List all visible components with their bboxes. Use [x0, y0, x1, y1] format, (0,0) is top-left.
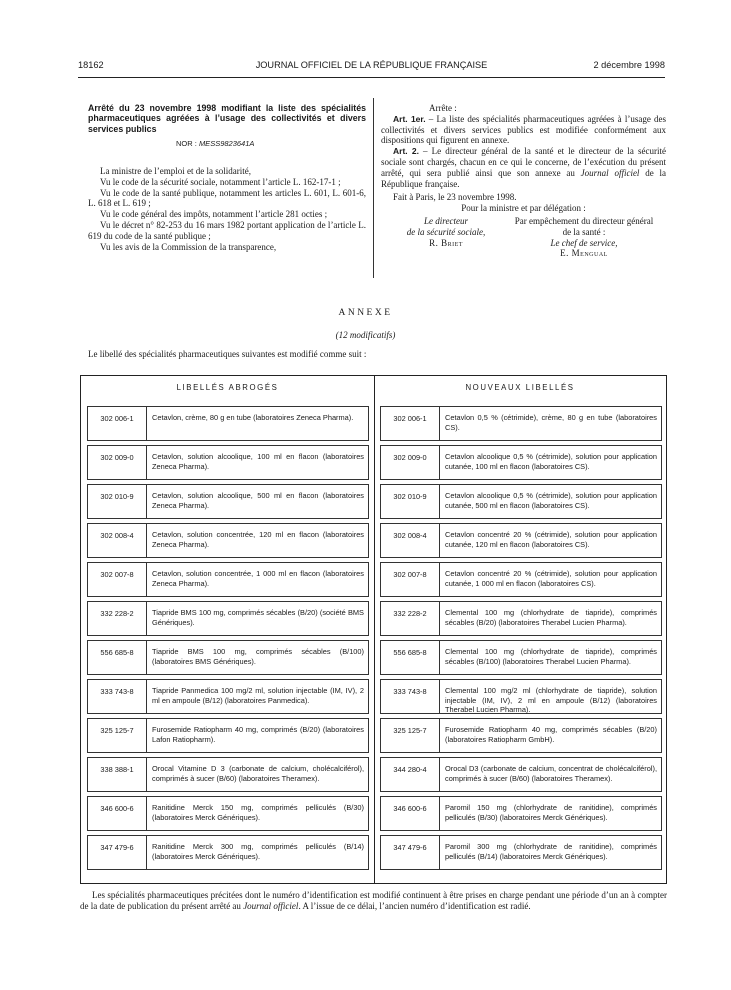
page-header: [78, 60, 665, 74]
annexe-title: ANNEXE: [338, 308, 393, 318]
old-entry-cell: [87, 718, 369, 753]
old-code: 347 479-6: [100, 843, 134, 852]
new-label: Cetavlon alcoolique 0,5 % (cétrimide), solution pour application cutanée, 500 ml en flacon (laboratoires CS).: [445, 491, 657, 510]
new-entry-cell: [380, 562, 662, 597]
page-number: 18162: [78, 60, 104, 70]
old-code: 302 009-0: [100, 453, 134, 462]
cell-divider: [146, 407, 147, 440]
old-label: Cetavlon, solution alcoolique, 500 ml en flacon (laboratoires Zeneca Pharma).: [152, 491, 364, 510]
closing-text-1: Les spécialités pharmaceutiques précitées dont le numéro d’identification est modifié continuent à être prises en charge pendant une période d’un an à compter de la date de publication du présent arrêté au: [80, 890, 667, 911]
new-label: Paromil 150 mg (chlorhydrate de ranitidine), comprimés pelliculés (B/30) (laboratoires Merck Génériques).: [445, 803, 657, 822]
old-label: Ranitidine Merck 150 mg, comprimés pelliculés (B/30) (laboratoires Merck Génériques).: [152, 803, 364, 822]
new-entry-cell: [380, 601, 662, 636]
old-entry-cell: [87, 835, 369, 870]
new-entry-cell: [380, 835, 662, 870]
old-code: 332 228-2: [100, 609, 134, 618]
old-label: Tiapride BMS 100 mg, comprimés sécables (B/20) (société BMS Génériques).: [152, 608, 364, 627]
old-label: Cetavlon, solution concentrée, 120 ml en flacon (laboratoires Zeneca Pharma).: [152, 530, 364, 549]
visa-line: Vu le code de la santé publique, notamment les articles L. 601, L. 601-6, L. 618 et L. 619 ;: [88, 187, 366, 209]
closing-text-2: . A l’issue de ce délai, l’ancien numéro d’identification est radié.: [298, 900, 531, 911]
cell-divider: [439, 758, 440, 791]
cell-divider: [439, 602, 440, 635]
new-label: Cetavlon concentré 20 % (cétrimide), solution pour application cutanée, 1 000 ml en flacon (laboratoires CS).: [445, 569, 657, 588]
new-label: Orocal D3 (carbonate de calcium, concentrat de cholécalciférol), comprimés à sucer (B/60) (laboratoires Theramex).: [445, 764, 657, 783]
cell-divider: [146, 680, 147, 713]
header-rule: [78, 77, 665, 78]
new-code: 332 228-2: [393, 609, 427, 618]
new-code: 302 006-1: [393, 414, 427, 423]
old-code: 556 685-8: [100, 648, 134, 657]
new-entry-cell: [380, 718, 662, 753]
cell-divider: [439, 836, 440, 869]
fait-a-paris: Fait à Paris, le 23 novembre 1998.: [393, 192, 517, 203]
new-code: 302 007-8: [393, 570, 427, 579]
table-center-divider: [374, 376, 375, 883]
old-entry-cell: [87, 406, 369, 441]
cell-divider: [146, 758, 147, 791]
cell-divider: [439, 641, 440, 674]
old-entry-cell: [87, 523, 369, 558]
cell-divider: [146, 524, 147, 557]
sig-right-title2: de la santé :: [562, 226, 606, 237]
old-label: Furosemide Ratiopharm 40 mg, comprimés (B/20) (laboratoires Lafon Ratiopharm).: [152, 725, 364, 744]
new-entry-cell: [380, 757, 662, 792]
old-code: 338 388-1: [100, 765, 134, 774]
cell-divider: [439, 719, 440, 752]
old-label: Tiapride BMS 100 mg, comprimés sécables (B/100) (laboratoires BMS Génériques).: [152, 647, 364, 666]
old-entry-cell: [87, 796, 369, 831]
sig-right-title: Par empêchement du directeur général: [514, 215, 654, 226]
journal-title: JOURNAL OFFICIEL DE LA RÉPUBLIQUE FRANÇAISE: [255, 60, 488, 70]
issue-date: 2 décembre 1998: [593, 60, 665, 70]
new-entry-cell: [380, 523, 662, 558]
cell-divider: [146, 446, 147, 479]
old-code: 302 008-4: [100, 531, 134, 540]
cell-divider: [146, 641, 147, 674]
cell-divider: [439, 485, 440, 518]
annexe-intro: Le libellé des spécialités pharmaceutiques suivantes est modifié comme suit :: [88, 349, 367, 359]
visa-line: Vu le code général des impôts, notamment l’article 281 octies ;: [100, 209, 328, 220]
old-entry-cell: [87, 562, 369, 597]
old-code: 325 125-7: [100, 726, 134, 735]
old-entry-cell: [87, 484, 369, 519]
cell-divider: [439, 680, 440, 713]
decree-title: Arrêté du 23 novembre 1998 modifiant la liste des spécialités pharmaceutiques agréées à l’usage des collectivités et divers services publics: [88, 103, 366, 134]
old-entry-cell: [87, 679, 369, 714]
signature-right: [499, 216, 669, 259]
cell-divider: [146, 485, 147, 518]
article-1-label: Art. 1er.: [393, 113, 426, 124]
minister-line: La ministre de l’emploi et de la solidarité,: [100, 166, 251, 177]
cell-divider: [146, 563, 147, 596]
new-code: 556 685-8: [393, 648, 427, 657]
old-code: 333 743-8: [100, 687, 134, 696]
new-label: Paromil 300 mg (chlorhydrate de ranitidine), comprimés pelliculés (B/14) (laboratoires Merck Génériques).: [445, 842, 657, 861]
article-2: [381, 146, 666, 189]
arrete-heading: Arrête :: [429, 103, 457, 113]
old-label: Orocal Vitamine D 3 (carbonate de calcium, cholécalciférol), comprimés à sucer (B/60) (laboratoires Theramex).: [152, 764, 364, 783]
sig-right-name: E. Mengual: [560, 248, 608, 259]
new-entry-cell: [380, 640, 662, 675]
closing-jo: Journal officiel: [243, 900, 299, 911]
nor-label: NOR :: [176, 139, 197, 149]
new-label: Clemental 100 mg (chlorhydrate de tiapride), comprimés sécables (B/100) (laboratoires Therabel Lucien Pharma).: [445, 647, 657, 666]
journal-officiel-ref: Journal officiel: [580, 167, 640, 178]
new-code: 302 010-9: [393, 492, 427, 501]
old-code: 302 010-9: [100, 492, 134, 501]
article-2-label: Art. 2.: [393, 146, 419, 157]
cell-divider: [146, 797, 147, 830]
old-entry-cell: [87, 640, 369, 675]
old-label: Cetavlon, solution concentrée, 1 000 ml en flacon (laboratoires Zeneca Pharma).: [152, 569, 364, 588]
new-entry-cell: [380, 796, 662, 831]
cell-divider: [146, 836, 147, 869]
signature-left: [381, 216, 511, 248]
cell-divider: [439, 524, 440, 557]
old-code: 302 007-8: [100, 570, 134, 579]
annexe-subtitle: (12 modificatifs): [335, 330, 396, 340]
new-label: Cetavlon concentré 20 % (cétrimide), solution pour application cutanée, 120 ml en flacon (laboratoires CS).: [445, 530, 657, 549]
sig-left-title: Le directeur: [424, 215, 468, 226]
new-entry-cell: [380, 679, 662, 714]
sig-right-role: Le chef de service,: [550, 237, 618, 248]
sig-left-name: R. Briet: [429, 237, 463, 248]
header-new-labels: NOUVEAUX LIBELLÉS: [465, 383, 575, 392]
old-entry-cell: [87, 757, 369, 792]
new-code: 344 280-4: [393, 765, 427, 774]
decree-left-column: [88, 103, 366, 252]
column-divider: [373, 98, 374, 278]
new-label: Clemental 100 mg (chlorhydrate de tiapride), comprimés sécables (B/20) (laboratoires Therabel Lucien Pharma).: [445, 608, 657, 627]
old-label: Cetavlon, crème, 80 g en tube (laboratoires Zeneca Pharma).: [152, 413, 354, 422]
old-code: 346 600-6: [100, 804, 134, 813]
nor-value: MESS9823641A: [198, 139, 255, 149]
signatures: [381, 215, 666, 259]
new-code: 302 008-4: [393, 531, 427, 540]
table-header: [81, 376, 666, 396]
old-label: Tiapride Panmedica 100 mg/2 ml, solution injectable (IM, IV), 2 ml en ampoule (B/12) (laboratoires Panmedica).: [152, 686, 364, 705]
cell-divider: [439, 407, 440, 440]
old-label: Cetavlon, solution alcoolique, 100 ml en flacon (laboratoires Zeneca Pharma).: [152, 452, 364, 471]
cell-divider: [146, 602, 147, 635]
new-entry-cell: [380, 445, 662, 480]
new-code: 333 743-8: [393, 687, 427, 696]
cell-divider: [439, 797, 440, 830]
old-label: Ranitidine Merck 300 mg, comprimés pelliculés (B/14) (laboratoires Merck Génériques).: [152, 842, 364, 861]
modifications-table: [80, 375, 667, 884]
old-entry-cell: [87, 601, 369, 636]
cell-divider: [439, 446, 440, 479]
new-code: 346 600-6: [393, 804, 427, 813]
new-label: Cetavlon alcoolique 0,5 % (cétrimide), solution pour application cutanée, 100 ml en flacon (laboratoires CS).: [445, 452, 657, 471]
header-old-labels: LIBELLÉS ABROGÉS: [176, 383, 279, 392]
new-code: 347 479-6: [393, 843, 427, 852]
new-label: Cetavlon 0,5 % (cétrimide), crème, 80 g en tube (laboratoires CS).: [445, 413, 657, 432]
old-entry-cell: [87, 445, 369, 480]
new-entry-cell: [380, 484, 662, 519]
old-code: 302 006-1: [100, 414, 134, 423]
visa-line: Vu les avis de la Commission de la transparence,: [100, 241, 277, 252]
cell-divider: [439, 563, 440, 596]
cell-divider: [146, 719, 147, 752]
closing-paragraph: [80, 890, 667, 911]
visa-line: Vu le code de la sécurité sociale, notamment l’article L. 162-17-1 ;: [100, 176, 341, 187]
article-1-text: – La liste des spécialités pharmaceutiques agréées à l’usage des collectivités et divers services publics est modifiée conformément aux dispositions qui figurent en annexe.: [381, 113, 667, 146]
delegation-line: Pour la ministre et par délégation :: [461, 203, 586, 214]
visa-line: Vu le décret n° 82-253 du 16 mars 1982 portant application de l’article L. 619 du code de la santé publique ;: [88, 220, 366, 241]
nor-reference: [176, 139, 366, 150]
new-code: 302 009-0: [393, 453, 427, 462]
new-label: Furosemide Ratiopharm 40 mg, comprimés sécables (B/20) (laboratoires Ratiopharm GmbH).: [445, 725, 657, 744]
article-2-end: de la République française.: [381, 167, 666, 189]
sig-left-title2: de la sécurité sociale,: [406, 226, 486, 237]
new-label: Clemental 100 mg/2 ml (chlorhydrate de tiapride), solution injectable (IM, IV), 2 ml en ampoule (B/12) (laboratoires Therabel Lucien Pharma).: [445, 686, 657, 715]
decree-right-column: [381, 103, 667, 259]
new-code: 325 125-7: [393, 726, 427, 735]
article-1: [381, 114, 666, 146]
article-2-text: – Le directeur général de la santé et le directeur de la sécurité sociale sont chargés, chacun en ce qui le concerne, de l’exécution du présent arrêté, qui sera publié ainsi que son annexe au: [381, 146, 666, 178]
new-entry-cell: [380, 406, 662, 441]
